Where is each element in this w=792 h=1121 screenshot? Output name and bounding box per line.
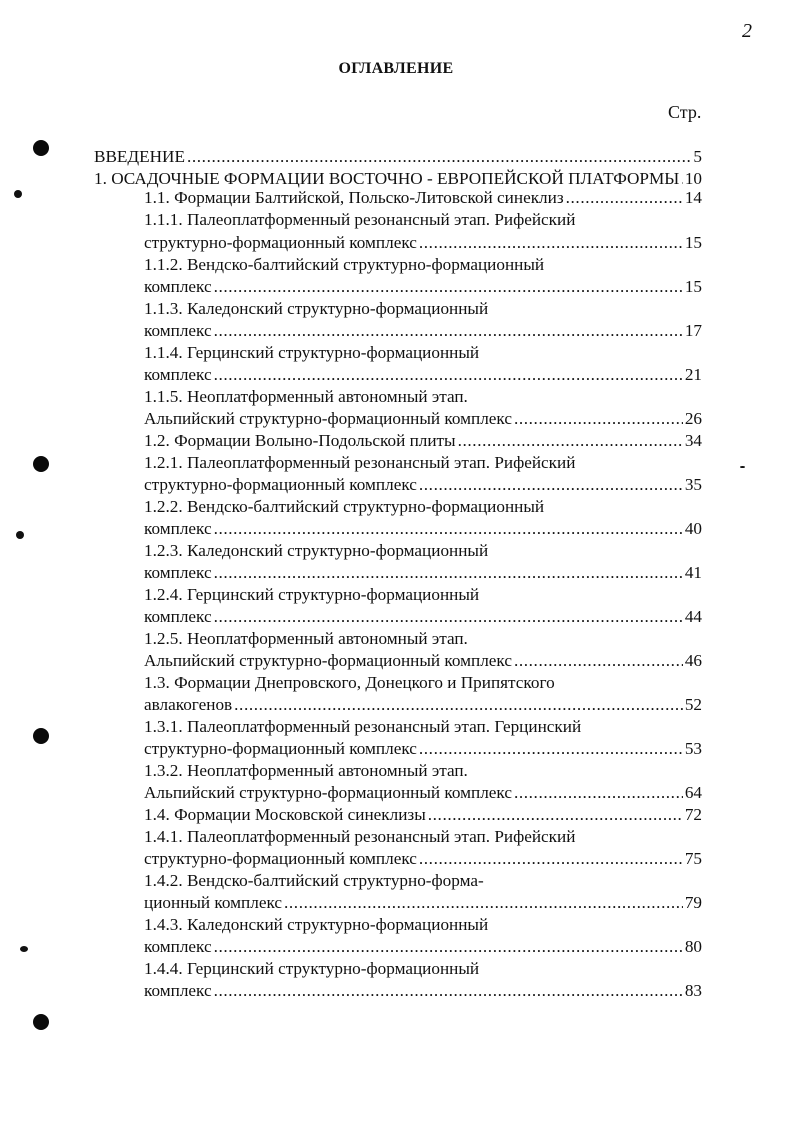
toc-entry-page: 83 (684, 981, 702, 1000)
toc-entry (144, 804, 702, 826)
toc-entry-text: структурно-формационный комплекс (144, 849, 417, 868)
toc-entry-page: 72 (684, 805, 702, 824)
toc-entry (144, 254, 544, 276)
toc-leader-dots (514, 782, 683, 804)
toc-entry (144, 914, 488, 936)
toc-entry (144, 826, 575, 848)
toc-entry-text: комплекс (144, 937, 212, 956)
toc-entry (144, 936, 702, 958)
page-number: 2 (742, 20, 752, 42)
toc-entry-page: 10 (684, 169, 702, 188)
toc-leader-dots (428, 804, 683, 826)
toc-entry (144, 209, 575, 231)
toc-entry-page: 34 (684, 431, 702, 450)
toc-entry-page: 15 (684, 233, 702, 252)
toc-entry-text: 1.4.2. Вендско-балтийский структурно-форма- (144, 871, 484, 890)
toc-entry-text: Альпийский структурно-формационный комплекс (144, 651, 512, 670)
toc-entry-page: 21 (684, 365, 702, 384)
toc-entry-text: 1.1.1. Палеоплатформенный резонансный этап. Рифейский (144, 210, 576, 229)
toc-entry-text: структурно-формационный комплекс (144, 233, 417, 252)
toc-leader-dots (214, 364, 683, 386)
toc-entry-text: 1.2. Формации Волыно-Подольской плиты (144, 431, 456, 450)
toc-leader-dots (214, 276, 683, 298)
toc-leader-dots (214, 562, 683, 584)
toc-entry-text: 1.3.2. Неоплатформенный автономный этап. (144, 761, 468, 780)
toc-entry (144, 298, 488, 320)
toc-entry (144, 694, 702, 716)
toc-entry-text: 1.4. Формации Московской синеклизы (144, 805, 426, 824)
page-title: ОГЛАВЛЕНИЕ (338, 60, 454, 77)
toc-entry-text: 1.3.1. Палеоплатформенный резонансный этап. Герцинский (144, 717, 582, 736)
toc-entry-text: комплекс (144, 277, 212, 296)
toc-leader-dots (514, 650, 683, 672)
toc-entry (144, 606, 702, 628)
toc-entry-page: 17 (684, 321, 702, 340)
toc-entry (144, 628, 468, 650)
toc-leader-dots (214, 320, 683, 342)
toc-entry (144, 518, 702, 540)
toc-entry (144, 980, 702, 1002)
toc-entry-page: 41 (684, 563, 702, 582)
toc-entry-page: 52 (684, 695, 702, 714)
toc-entry (144, 584, 479, 606)
toc-entry-text: 1.2.5. Неоплатформенный автономный этап. (144, 629, 468, 648)
toc-leader-dots (214, 518, 683, 540)
toc-entry-page: 46 (684, 651, 702, 670)
toc-entry (94, 146, 702, 168)
toc-entry-text: авлакогенов (144, 695, 233, 714)
toc-entry-text: структурно-формационный комплекс (144, 475, 417, 494)
toc-entry-text: ВВЕДЕНИЕ (94, 147, 185, 166)
toc-entry (144, 232, 702, 254)
toc-entry (144, 496, 544, 518)
toc-entry-text: комплекс (144, 365, 212, 384)
toc-entry (144, 342, 479, 364)
toc-entry (144, 672, 555, 694)
toc-entry (144, 738, 702, 760)
toc-entry-page: 64 (684, 783, 702, 802)
toc-entry-page: 26 (684, 409, 702, 428)
toc-entry-page: 53 (684, 739, 702, 758)
toc-entry (144, 870, 484, 892)
toc-entry-text: комплекс (144, 607, 212, 626)
toc-entry-text: Альпийский структурно-формационный комплекс (144, 783, 512, 802)
toc-entry-text: 1.1.5. Неоплатформенный автономный этап. (144, 387, 468, 406)
toc-leader-dots (566, 187, 683, 209)
toc-leader-dots (419, 232, 683, 254)
toc-entry-page: 15 (684, 277, 702, 296)
toc-entry-page: 75 (684, 849, 702, 868)
toc-leader-dots (187, 146, 691, 168)
toc-entry (144, 760, 468, 782)
toc-leader-dots (514, 408, 683, 430)
toc-entry (144, 408, 702, 430)
toc-entry-text: 1.2.3. Каледонский структурно-формационный (144, 541, 489, 560)
toc-leader-dots (214, 980, 683, 1002)
toc-leader-dots (458, 430, 683, 452)
toc-leader-dots (284, 892, 683, 914)
toc-entry (144, 782, 702, 804)
toc-entry-text: Альпийский структурно-формационный комплекс (144, 409, 512, 428)
toc-entry-text: 1.2.2. Вендско-балтийский структурно-формационный (144, 497, 545, 516)
toc-entry (144, 562, 702, 584)
toc-entry (144, 364, 702, 386)
toc-entry-text: 1.1.4. Герцинский структурно-формационный (144, 343, 480, 362)
toc-entry-text: комплекс (144, 981, 212, 1000)
toc-entry-text: 1.1. Формации Балтийской, Польско-Литовской синеклиз (144, 188, 564, 207)
toc-entry-page: 35 (684, 475, 702, 494)
toc-entry-text: 1.1.3. Каледонский структурно-формационный (144, 299, 489, 318)
toc-entry-page: 40 (684, 519, 702, 538)
toc-entry-text: структурно-формационный комплекс (144, 739, 417, 758)
toc-entry-page: 5 (693, 147, 702, 166)
toc-entry-text: 1.4.3. Каледонский структурно-формационный (144, 915, 489, 934)
toc-leader-dots (234, 694, 683, 716)
toc-entry (144, 650, 702, 672)
toc-entry-text: 1.2.1. Палеоплатформенный резонансный этап. Рифейский (144, 453, 576, 472)
toc-entry-text: 1.4.1. Палеоплатформенный резонансный этап. Рифейский (144, 827, 576, 846)
toc-entry (144, 320, 702, 342)
toc-leader-dots (214, 606, 683, 628)
toc-entry-text: ционный комплекс (144, 893, 283, 912)
toc-entry-text: комплекс (144, 321, 212, 340)
toc-entry (144, 276, 702, 298)
toc-entry (144, 187, 702, 209)
toc-entry-text: 1. ОСАДОЧНЫЕ ФОРМАЦИИ ВОСТОЧНО - ЕВРОПЕЙСКОЙ ПЛАТФОРМЫ (94, 169, 680, 188)
toc-entry-page: 14 (684, 188, 702, 207)
toc-entry (144, 892, 702, 914)
toc-entry (144, 474, 702, 496)
page-column-label: Стр. (668, 102, 702, 122)
toc-entry-text: 1.4.4. Герцинский структурно-формационный (144, 959, 480, 978)
toc-leader-dots (419, 738, 683, 760)
toc-leader-dots (419, 474, 683, 496)
toc-entry (144, 958, 479, 980)
toc-entry-text: комплекс (144, 563, 212, 582)
toc-entry (144, 452, 575, 474)
toc-entry-text: 1.1.2. Вендско-балтийский структурно-формационный (144, 255, 545, 274)
toc-entry (144, 430, 702, 452)
toc-entry-page: 80 (684, 937, 702, 956)
toc-leader-dots (214, 936, 683, 958)
toc-entry (144, 848, 702, 870)
toc-entry-text: 1.2.4. Герцинский структурно-формационный (144, 585, 480, 604)
toc-entry-text: 1.3. Формации Днепровского, Донецкого и Припятского (144, 673, 555, 692)
toc-entry-text: комплекс (144, 519, 212, 538)
toc-leader-dots (419, 848, 683, 870)
toc-entry (144, 386, 468, 408)
toc-entry (144, 540, 488, 562)
toc-entry-page: 79 (684, 893, 702, 912)
toc-entry-page: 44 (684, 607, 702, 626)
toc-entry (144, 716, 581, 738)
